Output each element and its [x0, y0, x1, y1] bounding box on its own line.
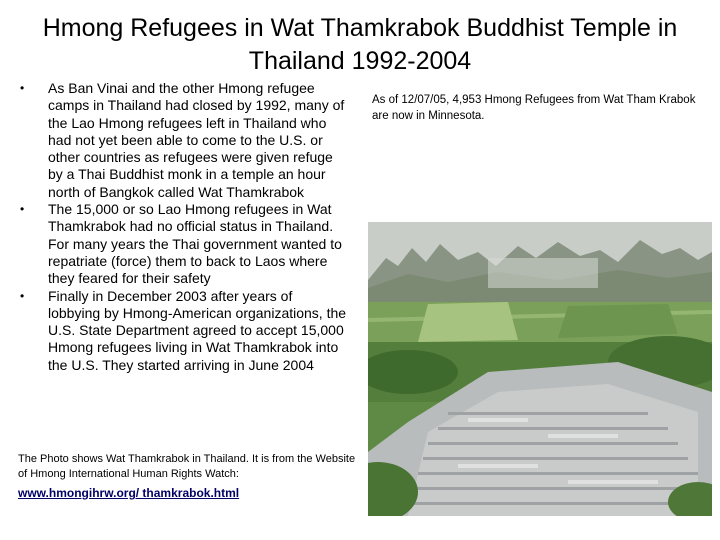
slide-title: Hmong Refugees in Wat Thamkrabok Buddhist Temple in Thailand 1992-2004 — [42, 14, 678, 75]
bullet-item: • The 15,000 or so Lao Hmong refugees in Wat Thamkrabok had no official status in Thailand. For many years the Thai government wanted to repatriate (force) them to back to Laos where they feared for their safety — [18, 201, 348, 287]
bullet-item: • As Ban Vinai and the other Hmong refugee camps in Thailand had closed by 1992, many of the Lao Hmong refugees left in Thailand who had not yet been able to come to the U.S. or other countries as refugees were given refuge by a Thai Buddhist monk in a temple an hour north of Bangkok called Wat Thamkrabok — [18, 80, 348, 201]
bullet-item: • Finally in December 2003 after years of lobbying by Hmong-American organizations, the U.S. State Department agreed to accept 15,000 Hmong refugees living in Wat Thamkrabok into the U.S. They started arriving in June 2004 — [18, 288, 348, 374]
minnesota-note: As of 12/07/05, 4,953 Hmong Refugees from Wat Tham Krabok are now in Minnesota. — [372, 94, 696, 122]
temple-aerial-photo — [368, 222, 712, 516]
photo-caption: The Photo shows Wat Thamkrabok in Thailand. It is from the Website of Hmong International Human Rights Watch: — [18, 453, 356, 480]
bullet-list — [18, 80, 348, 374]
source-link[interactable]: www.hmongihrw.org/ thamkrabok.html — [18, 486, 240, 500]
